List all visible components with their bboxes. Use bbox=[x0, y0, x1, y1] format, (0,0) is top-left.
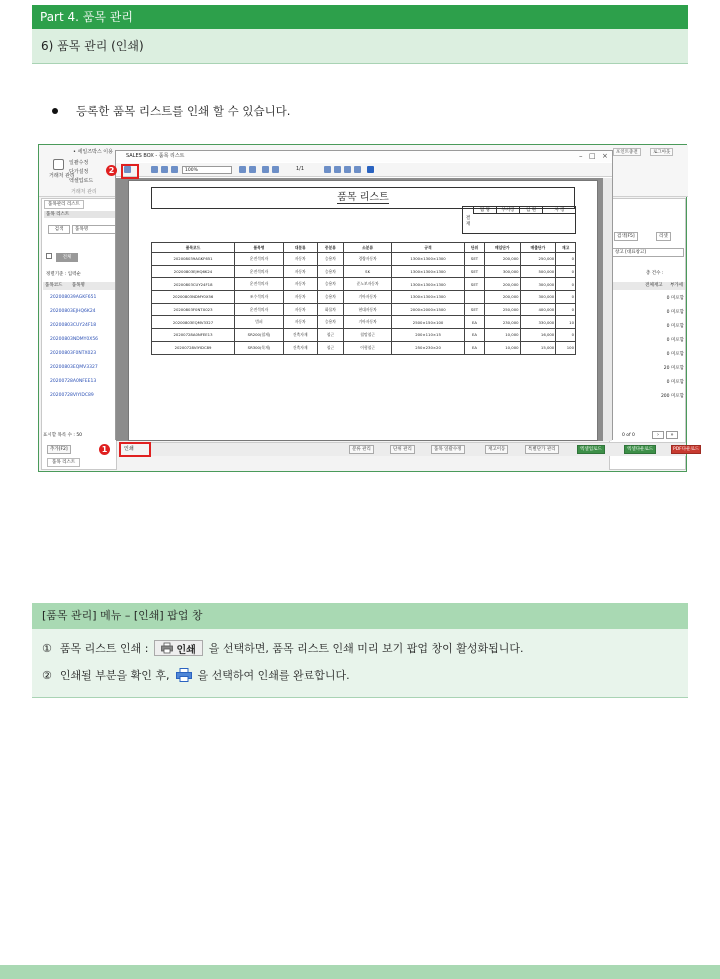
client-icon[interactable] bbox=[53, 159, 64, 170]
table-cell: 승용차 bbox=[317, 291, 344, 304]
table-cell: 1300×1300×1300 bbox=[391, 291, 464, 304]
table-cell: 철근 bbox=[317, 329, 344, 342]
table-cell: 250,000 bbox=[484, 303, 520, 316]
approval-side: 결 재 bbox=[465, 216, 471, 227]
approval-cell: 사 장 bbox=[542, 207, 576, 214]
table-cell: 자동차 bbox=[283, 253, 317, 266]
item-print-table bbox=[151, 242, 576, 355]
table-cell: 500,000 bbox=[520, 265, 556, 278]
col-header: 단위 bbox=[465, 243, 485, 253]
window-title: SALES BOX - 품목 리스트 bbox=[126, 153, 185, 159]
print-icon-highlight bbox=[121, 164, 139, 179]
table-row: 0 미포함 bbox=[666, 310, 684, 315]
table-cell: 범퍼 bbox=[235, 316, 284, 329]
table-row bbox=[152, 329, 576, 342]
app-tab[interactable]: • 세일즈박스 이용 bbox=[73, 149, 113, 155]
table-cell: 1300×1300×1300 bbox=[391, 278, 464, 291]
bullet-item bbox=[52, 103, 290, 119]
note-header: [품목 관리] 메뉴 – [인쇄] 팝업 창 bbox=[32, 603, 688, 629]
table-cell: 승용차 bbox=[317, 278, 344, 291]
approval-cell: 임 원 bbox=[519, 207, 542, 214]
multi-page-icon[interactable] bbox=[272, 166, 279, 173]
table-cell: 철망철근 bbox=[344, 329, 392, 342]
table-cell: 2000×2000×1500 bbox=[391, 303, 464, 316]
table-cell: 200,000 bbox=[484, 253, 520, 266]
table-cell: 0 bbox=[556, 253, 576, 266]
table-cell: 200×110×15 bbox=[391, 329, 464, 342]
table-cell: 1300×1300×1300 bbox=[391, 265, 464, 278]
table-row: 0 미포함 bbox=[666, 296, 684, 301]
table-cell: 202008039AGKF651 bbox=[152, 253, 235, 266]
close-icon[interactable]: × bbox=[602, 152, 608, 160]
table-cell: 20200803EQMV3327 bbox=[152, 316, 235, 329]
table-header-row bbox=[152, 243, 576, 253]
note-body bbox=[32, 629, 688, 698]
fit-width-icon[interactable] bbox=[239, 166, 246, 173]
table-cell: 자동차 bbox=[283, 265, 317, 278]
ribbon-price-setting[interactable]: 단가설정 bbox=[69, 169, 89, 175]
list-item[interactable]: 20200803F0NTX023 bbox=[50, 351, 97, 356]
list-item[interactable]: 20200803CUY24F18 bbox=[50, 323, 97, 328]
section-header: 6) 품목 관리 (인쇄) bbox=[32, 29, 688, 64]
next-page-icon[interactable] bbox=[344, 166, 351, 173]
last-page-icon[interactable]: » bbox=[666, 431, 678, 439]
table-cell: 운전석의자 bbox=[235, 303, 284, 316]
col-header: 소분류 bbox=[344, 243, 392, 253]
export-icon[interactable] bbox=[151, 166, 158, 173]
sort-label: 정렬기준 : 입력순 bbox=[46, 272, 81, 277]
list-item[interactable]: 202008039AGKF651 bbox=[50, 295, 97, 300]
table-cell: 400,000 bbox=[520, 303, 556, 316]
special-price-button[interactable]: 특별단가 관리 bbox=[525, 445, 559, 454]
zoom-out-icon[interactable] bbox=[171, 166, 178, 173]
table-cell: 화물차 bbox=[317, 303, 344, 316]
col-header: 매출단가 bbox=[520, 243, 556, 253]
table-cell: 운전석의자 bbox=[235, 278, 284, 291]
table-row bbox=[152, 265, 576, 278]
table-cell: EA bbox=[465, 316, 485, 329]
table-cell: 1300×1300×1300 bbox=[391, 253, 464, 266]
warehouse-select[interactable]: 창고 [대표창고] bbox=[612, 248, 684, 257]
pager-info: 0 of 0 bbox=[622, 433, 635, 438]
note-number-2: ② bbox=[42, 668, 52, 682]
table-cell: 자동차 bbox=[283, 278, 317, 291]
single-page-icon[interactable] bbox=[262, 166, 269, 173]
table-cell: 0 bbox=[556, 329, 576, 342]
search-field-select[interactable]: 품목명 bbox=[72, 225, 116, 234]
table-cell: 경량자동차 bbox=[344, 253, 392, 266]
table-cell: 0 bbox=[556, 265, 576, 278]
approval-cell: 담 당 bbox=[473, 207, 496, 214]
table-cell: 0 bbox=[556, 303, 576, 316]
ribbon-group-label: 거래처 관리 bbox=[49, 173, 75, 179]
fit-page-icon[interactable] bbox=[249, 166, 256, 173]
table-cell: 20200803EJHQ6K24 bbox=[152, 265, 235, 278]
tab-item-list[interactable]: 품목관리 리스트 bbox=[44, 200, 84, 209]
table-cell: SR300(목재) bbox=[235, 341, 284, 354]
table-cell: 자동차 bbox=[283, 291, 317, 304]
inline-print-button: 인쇄 bbox=[154, 640, 202, 656]
table-cell: 조수석의자 bbox=[235, 291, 284, 304]
right-panel bbox=[609, 198, 686, 470]
table-cell: 20200803NDMY0X56 bbox=[152, 291, 235, 304]
table-row: 0 미포함 bbox=[666, 324, 684, 329]
table-cell: 이형철근 bbox=[344, 341, 392, 354]
table-cell: 자동차 bbox=[283, 316, 317, 329]
status-tab-item-list[interactable]: 품목 리스트 bbox=[47, 458, 80, 467]
pdf-download-button[interactable]: PDF다운로드 bbox=[673, 447, 700, 452]
col-header: 대분류 bbox=[283, 243, 317, 253]
excel-upload-button[interactable]: 엑셀업로드 bbox=[577, 445, 605, 454]
table-cell: EA bbox=[465, 341, 485, 354]
table-cell: 승용차 bbox=[317, 265, 344, 278]
note-number-1: ① bbox=[42, 641, 52, 655]
search-button[interactable]: 검색[F5] bbox=[614, 232, 638, 241]
table-cell: 16,000 bbox=[520, 329, 556, 342]
table-row: 20 미포함 bbox=[663, 366, 684, 371]
doc-title: 품목 리스트 bbox=[151, 187, 575, 209]
note-line-1-post: 을 선택하면, 품목 리스트 인쇄 미리 보기 팝업 창이 활성화됩니다. bbox=[208, 642, 524, 655]
part-header: Part 4. 품목 관리 bbox=[32, 5, 688, 29]
table-body bbox=[152, 253, 576, 355]
table-row: 0 미포함 bbox=[666, 338, 684, 343]
note-line-2 bbox=[42, 667, 350, 683]
marker-1: 1 bbox=[99, 444, 110, 455]
table-cell: 운전석의자 bbox=[235, 265, 284, 278]
table-cell: 230,000 bbox=[484, 316, 520, 329]
list-item[interactable]: 20200803NDMY0X56 bbox=[50, 337, 99, 342]
table-cell: 기아자동차 bbox=[344, 291, 392, 304]
col-vat: 부가세 bbox=[669, 283, 683, 288]
print-button-label: 인쇄 bbox=[124, 446, 134, 452]
table-cell: 300,000 bbox=[520, 291, 556, 304]
ribbon-bulk-edit[interactable]: 일괄수정 bbox=[69, 160, 89, 166]
col-header: 규격 bbox=[391, 243, 464, 253]
table-row: 0 미포함 bbox=[666, 352, 684, 357]
table-cell: 승용차 bbox=[317, 316, 344, 329]
table-cell: 200,000 bbox=[484, 278, 520, 291]
col-item-code: 품목코드 bbox=[45, 283, 63, 288]
table-row bbox=[152, 278, 576, 291]
total-count-label: 총 건수 : bbox=[646, 271, 664, 276]
minimize-icon[interactable]: – bbox=[579, 152, 583, 160]
table-cell: 10,000 bbox=[484, 329, 520, 342]
item-list-panel bbox=[41, 198, 117, 470]
last-page-icon[interactable] bbox=[354, 166, 361, 173]
table-cell: 건축자재 bbox=[283, 341, 317, 354]
preview-title-bar bbox=[116, 151, 612, 162]
table-cell: 10 bbox=[556, 316, 576, 329]
panel-title: 품목 리스트 bbox=[44, 211, 116, 218]
ribbon-group-caption: 거래처 관리 bbox=[71, 189, 97, 195]
note-line-2-pre: 인쇄될 부분을 확인 후, bbox=[59, 669, 170, 682]
right-list-header bbox=[611, 282, 685, 290]
logout-button[interactable]: 로그아웃 bbox=[650, 148, 673, 156]
bulk-edit-button[interactable]: 품목 일괄수정 bbox=[431, 445, 465, 454]
table-row bbox=[152, 291, 576, 304]
table-cell: 300,000 bbox=[520, 278, 556, 291]
table-cell: SK bbox=[344, 265, 392, 278]
table-row bbox=[152, 253, 576, 266]
table-cell: SET bbox=[465, 253, 485, 266]
table-cell: SET bbox=[465, 265, 485, 278]
refresh-icon[interactable] bbox=[367, 166, 374, 173]
app-screenshot bbox=[38, 144, 700, 472]
point-charge-button[interactable]: 포인트충전 bbox=[613, 148, 641, 156]
stock-move-button[interactable]: 재고이동 bbox=[485, 445, 508, 454]
table-cell: 자동차 bbox=[283, 303, 317, 316]
unit-manage-button[interactable]: 단위 관리 bbox=[390, 445, 415, 454]
table-cell: 10,000 bbox=[484, 341, 520, 354]
table-row: 0 미포함 bbox=[666, 380, 684, 385]
preview-canvas bbox=[116, 178, 612, 441]
table-cell: 300,000 bbox=[484, 265, 520, 278]
bullet-text: 등록한 품목 리스트를 인쇄 할 수 있습니다. bbox=[76, 104, 291, 118]
note-line-1-pre: 품목 리스트 인쇄 : bbox=[59, 642, 149, 655]
table-cell: 2500×150×100 bbox=[391, 316, 464, 329]
preview-toolbar bbox=[116, 163, 612, 177]
table-cell: 20200803CUY24F18 bbox=[152, 278, 235, 291]
bullet-dot-icon bbox=[52, 108, 58, 114]
table-cell: 250×230×20 bbox=[391, 341, 464, 354]
page-indicator: 1/1 bbox=[296, 166, 305, 172]
table-cell: EA bbox=[465, 329, 485, 342]
table-cell: 20200803F0NTX023 bbox=[152, 303, 235, 316]
printer-icon bbox=[176, 668, 192, 682]
col-header: 중분류 bbox=[317, 243, 344, 253]
approval-box bbox=[462, 206, 576, 234]
list-item[interactable]: 20200728A0NFEE13 bbox=[50, 379, 97, 384]
prev-page-icon[interactable] bbox=[334, 166, 341, 173]
ribbon-excel-upload[interactable]: 엑셀업로드 bbox=[69, 178, 94, 184]
col-total-stock: 전체재고 bbox=[645, 283, 663, 288]
table-cell: 현대자동차 bbox=[344, 303, 392, 316]
table-cell: 100 bbox=[556, 341, 576, 354]
page-size-label: 표시할 목록 수 : 50 bbox=[43, 433, 83, 438]
table-row bbox=[152, 303, 576, 316]
table-cell: 20200728VIYIDC89 bbox=[152, 341, 235, 354]
add-item-button[interactable]: 추가[F2] bbox=[47, 445, 71, 454]
list-item[interactable]: 20200803EJHQ6K24 bbox=[50, 309, 96, 314]
maximize-icon[interactable]: □ bbox=[589, 152, 596, 160]
excel-download-button[interactable]: 엑셀다운로드 bbox=[624, 445, 656, 454]
footer-bar bbox=[0, 965, 720, 979]
table-cell: 0 bbox=[556, 278, 576, 291]
list-header bbox=[43, 282, 117, 290]
note-line-2-post: 을 선택하여 인쇄를 완료합니다. bbox=[197, 669, 350, 682]
next-page-icon[interactable]: › bbox=[652, 431, 664, 439]
approval-cell: 부서장 bbox=[496, 207, 519, 214]
col-header: 품목코드 bbox=[152, 243, 235, 253]
zoom-in-icon[interactable] bbox=[161, 166, 168, 173]
table-cell: 기아자동차 bbox=[344, 316, 392, 329]
col-header: 재고 bbox=[556, 243, 576, 253]
table-cell: 승용차 bbox=[317, 253, 344, 266]
table-cell: 20200728A0NFEE13 bbox=[152, 329, 235, 342]
table-row: 200 미포함 bbox=[660, 394, 684, 399]
table-cell: 250,000 bbox=[520, 253, 556, 266]
all-filter-button[interactable]: 전체 bbox=[56, 253, 78, 262]
col-header: 매입단가 bbox=[484, 243, 520, 253]
print-button[interactable] bbox=[119, 442, 151, 457]
col-item-name: 품목명 bbox=[71, 283, 85, 288]
reset-button[interactable]: 리셋 bbox=[656, 232, 671, 241]
zoom-select[interactable]: 100% bbox=[182, 166, 232, 174]
table-cell: SR200(철제) bbox=[235, 329, 284, 342]
bottom-toolbar bbox=[119, 442, 700, 456]
table-cell: SET bbox=[465, 278, 485, 291]
table-cell: 건축자재 bbox=[283, 329, 317, 342]
table-cell: 운전석의자 bbox=[235, 253, 284, 266]
table-cell: 철근 bbox=[317, 341, 344, 354]
table-row bbox=[152, 316, 576, 329]
first-page-icon[interactable] bbox=[324, 166, 331, 173]
table-cell bbox=[465, 291, 485, 304]
list-item[interactable]: 20200803EQMV3327 bbox=[50, 365, 98, 370]
table-cell: 0 bbox=[556, 291, 576, 304]
preview-scrollbar[interactable] bbox=[603, 178, 612, 441]
list-item[interactable]: 20200728VIYIDC89 bbox=[50, 393, 94, 398]
search-label: 검색 bbox=[48, 225, 70, 234]
table-cell: 200,000 bbox=[484, 291, 520, 304]
print-preview-window bbox=[115, 150, 613, 440]
table-row bbox=[152, 341, 576, 354]
marker-2: 2 bbox=[106, 165, 117, 176]
table-cell: 준노보자동차 bbox=[344, 278, 392, 291]
printer-icon bbox=[161, 643, 173, 653]
print-page bbox=[128, 180, 598, 441]
category-manage-button[interactable]: 분류 관리 bbox=[349, 445, 374, 454]
select-all-checkbox[interactable] bbox=[46, 253, 52, 259]
note-line-1 bbox=[42, 640, 524, 656]
col-header: 품목명 bbox=[235, 243, 284, 253]
table-cell: SET bbox=[465, 303, 485, 316]
table-cell: 330,000 bbox=[520, 316, 556, 329]
table-cell: 15,000 bbox=[520, 341, 556, 354]
